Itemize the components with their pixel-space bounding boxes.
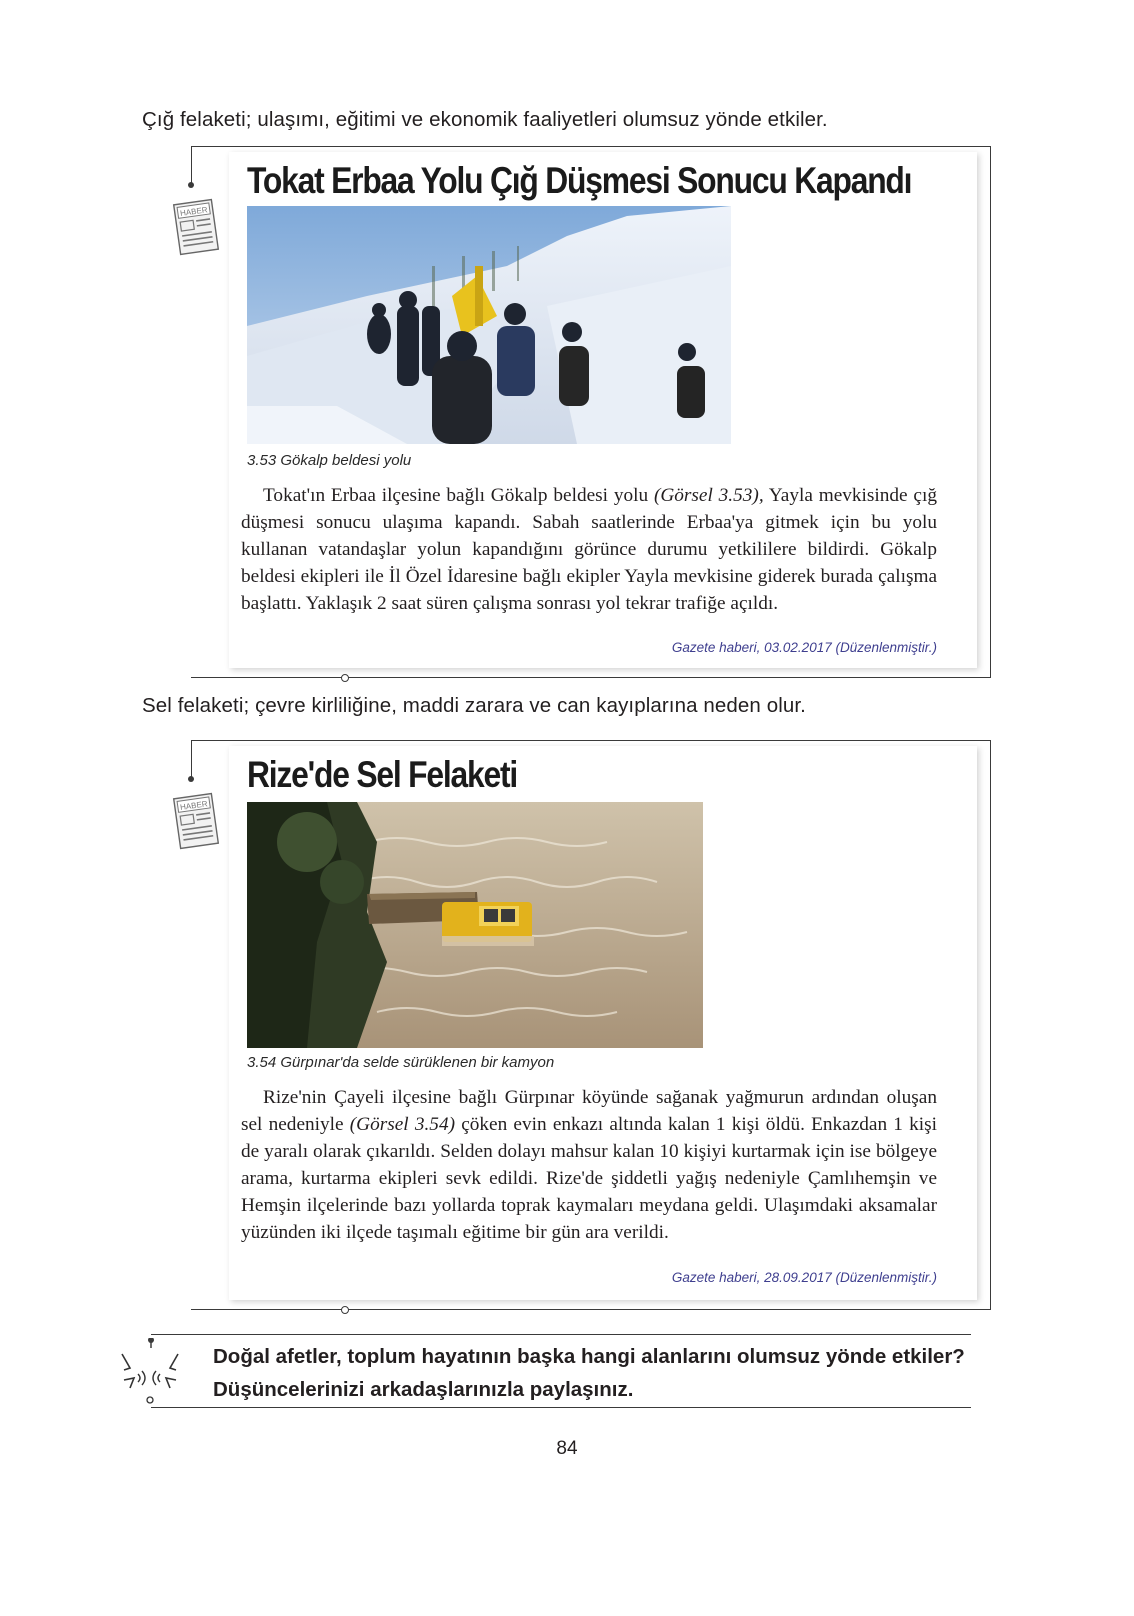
frame-dot <box>188 776 194 782</box>
figure-reference: (Görsel 3.53), <box>653 485 764 506</box>
intro-flood: Sel felaketi; çevre kirliliğine, maddi zarara ve can kayıplarına neden olur. <box>142 694 806 717</box>
news-headline: Rize'de Sel Felaketi <box>247 754 517 795</box>
news-body <box>241 1084 937 1246</box>
badge-label: HABER <box>179 799 209 813</box>
divider <box>151 1407 971 1408</box>
intro-avalanche: Çığ felaketi; ulaşımı, eğitimi ve ekonomik faaliyetleri olumsuz yönde etkiler. <box>142 108 828 131</box>
figure-reference: (Görsel 3.54) <box>349 1114 456 1135</box>
news-source: Gazete haberi, 03.02.2017 (Düzenlenmiştir.) <box>671 640 937 655</box>
body-text-end: Yayla mevkisinde çığ düşmesi sonucu ulaşıma kapandı. Sabah saatlerinde Erbaa'ya gitmek için bu yolu kullanan vatandaşlar yolun kapandığını görünce durumu yetkililere bildirdi. Gökalp beldesi ekipleri ile İl Özel İdaresine bağlı ekipler Yayla mevkisine giderek burada çalışma başlattı. Yaklaşık 2 saat süren çalışma sonrası yol tekrar trafiğe açıldı. <box>241 485 937 614</box>
frame-connector <box>191 740 192 778</box>
news-box-flood <box>179 740 991 1310</box>
newspaper-icon <box>171 792 221 850</box>
body-text-start: Tokat'ın Erbaa ilçesine bağlı Gökalp beldesi yolu <box>263 485 654 506</box>
body-text-start: Rize'nin Çayeli ilçesine bağlı Gürpınar köyünde sağanak yağmurun ardından oluşan sel nedeniyle <box>241 1087 937 1135</box>
photo-caption: 3.53 Gökalp beldesi yolu <box>247 452 412 469</box>
frame-dot <box>341 1306 349 1314</box>
badge-label: HABER <box>179 205 209 219</box>
frame-dot <box>188 182 194 188</box>
news-body-paragraph <box>241 1084 937 1246</box>
newspaper-icon <box>171 198 221 256</box>
frame-connector <box>191 146 192 184</box>
flood-photo <box>247 802 703 1048</box>
news-body-paragraph <box>241 482 937 617</box>
question-line-1: Doğal afetler, toplum hayatının başka hangi alanlarını olumsuz yönde etkiler? <box>213 1345 965 1368</box>
discussion-icon <box>116 1338 200 1408</box>
news-body <box>241 482 937 617</box>
news-source: Gazete haberi, 28.09.2017 (Düzenlenmiştir.) <box>671 1270 937 1285</box>
divider <box>151 1334 971 1335</box>
question-text <box>213 1340 965 1406</box>
frame-dot <box>341 674 349 682</box>
body-text-end: çöken evin enkazı altında kalan 1 kişi öldü. Enkazdan 1 kişi de yaralı olarak çıkarıldı. Selden dolayı mahsur kalan 10 kişiyi kurtarmak için ise bölgeye arama, kurtarma ekipleri sevk edildi. Rize'de şiddetli yağış nedeniyle Çamlıhemşin ve Hemşin ilçelerinde bazı yollarda toprak kaymaları meydana geldi. Ulaşımdaki aksamalar yüzünden iki ilçede taşımalı eğitime bir gün ara verildi. <box>241 1114 937 1243</box>
photo-caption: 3.54 Gürpınar'da selde sürüklenen bir kamyon <box>247 1054 555 1071</box>
discussion-question <box>151 1334 981 1414</box>
news-box-avalanche <box>179 146 991 678</box>
question-line-2: Düşüncelerinizi arkadaşlarınızla paylaşınız. <box>213 1378 634 1401</box>
avalanche-photo <box>247 206 731 444</box>
page-number: 84 <box>556 1438 578 1459</box>
news-headline: Tokat Erbaa Yolu Çığ Düşmesi Sonucu Kapandı <box>247 160 912 201</box>
